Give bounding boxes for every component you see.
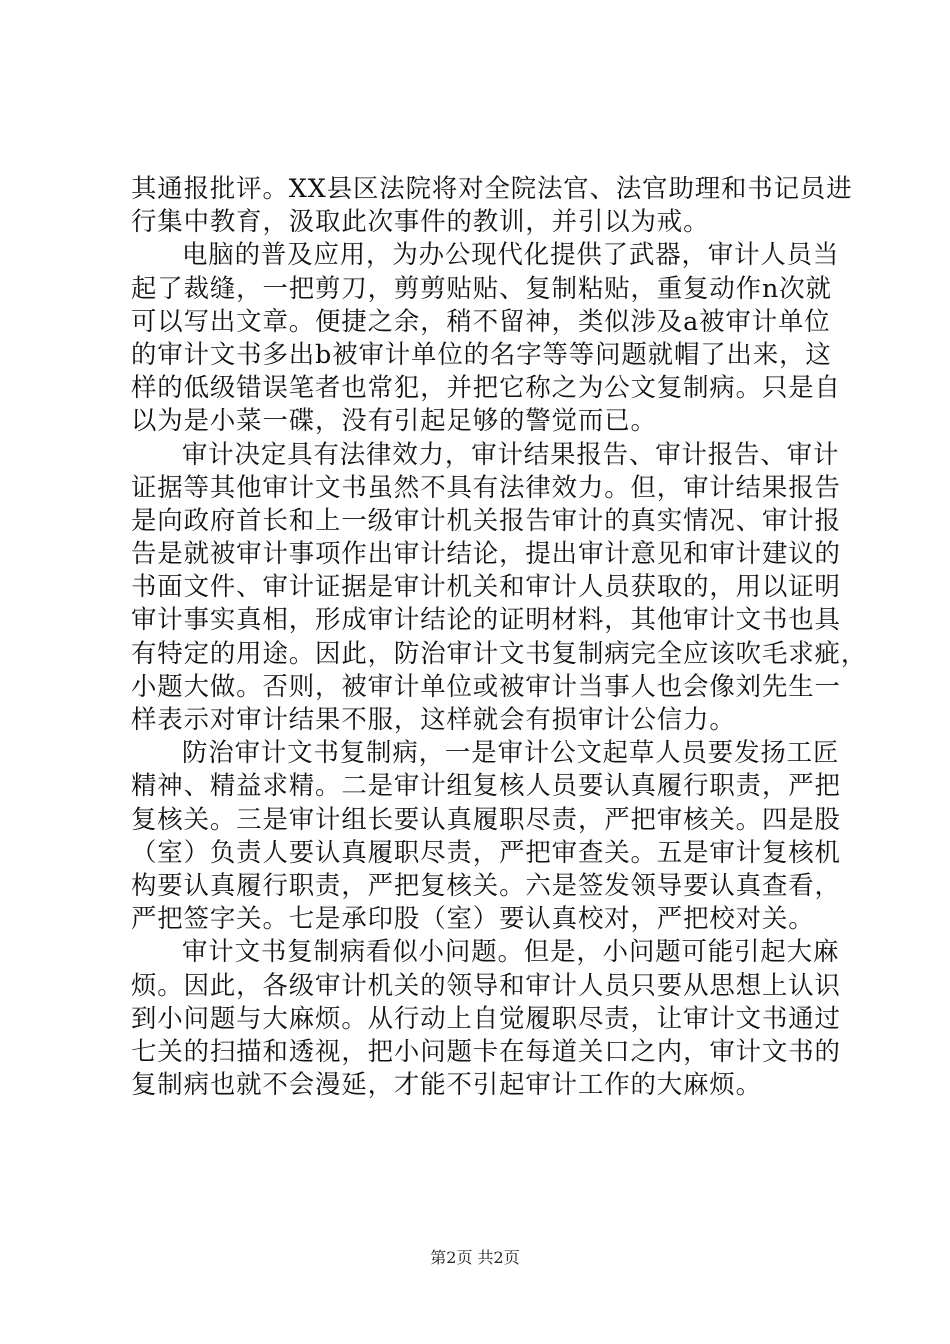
text-line: 精神、精益求精。二是审计组复核人员要认真履行职责，严把: [131, 770, 841, 801]
text-line: 审计决定具有法律效力，审计结果报告、审计报告、审计: [182, 438, 840, 469]
text-line: 其通报批评。XX县区法院将对全院法官、法官助理和书记员进: [131, 173, 853, 203]
text-line: 样的低级错误笔者也常犯，并把它称之为公文复制病。只是自: [131, 372, 841, 403]
text-line: 可以写出文章。便捷之余，稍不留神，类似涉及a被审计单位: [131, 305, 831, 336]
page-footer: 第2页 共2页: [430, 1248, 520, 1267]
text-line: 是向政府首长和上一级审计机关报告审计的真实情况、审计报: [131, 504, 841, 535]
text-line: 以为是小菜一碟，没有引起足够的警觉而已。: [131, 405, 657, 436]
text-line: （室）负责人要认真履职尽责，严把审查关。五是审计复核机: [131, 836, 841, 867]
text-line: 起了裁缝，一把剪刀，剪剪贴贴、复制粘贴，重复动作n次就: [131, 272, 832, 303]
text-line: 复核关。三是审计组长要认真履职尽责，严把审核关。四是股: [131, 803, 841, 834]
text-line: 构要认真履行职责，严把复核关。六是签发领导要认真查看，: [131, 869, 841, 900]
text-line: 到小问题与大麻烦。从行动上自觉履职尽责，让审计文书通过: [131, 1002, 841, 1033]
text-line: 行集中教育，汲取此次事件的教训，并引以为戒。: [131, 206, 710, 237]
text-line: 有特定的用途。因此，防治审计文书复制病完全应该吹毛求疵，: [131, 637, 868, 668]
text-line: 的审计文书多出b被审计单位的名字等等问题就帽了出来，这: [131, 338, 832, 369]
text-line: 书面文件、审计证据是审计机关和审计人员获取的，用以证明: [131, 571, 841, 602]
text-line: 烦。因此，各级审计机关的领导和审计人员只要从思想上认识: [131, 969, 841, 1000]
text-line: 复制病也就不会漫延，才能不引起审计工作的大麻烦。: [131, 1069, 762, 1100]
text-line: 小题大做。否则，被审计单位或被审计当事人也会像刘先生一: [131, 670, 841, 701]
body-text: [131, 172, 868, 1101]
text-line: 防治审计文书复制病，一是审计公文起草人员要发扬工匠: [182, 737, 840, 768]
text-line: 告是就被审计事项作出审计结论，提出审计意见和审计建议的: [131, 538, 841, 569]
text-line: 电脑的普及应用，为办公现代化提供了武器，审计人员当: [182, 239, 840, 270]
text-line: 严把签字关。七是承印股（室）要认真校对，严把校对关。: [131, 903, 815, 934]
text-line: 样表示对审计结果不服，这样就会有损审计公信力。: [131, 704, 736, 734]
text-line: 审计文书复制病看似小问题。但是，小问题可能引起大麻: [182, 936, 840, 967]
text-line: 七关的扫描和透视，把小问题卡在每道关口之内，审计文书的: [131, 1035, 841, 1066]
text-line: 证据等其他审计文书虽然不具有法律效力。但，审计结果报告: [131, 471, 841, 502]
text-line: 审计事实真相，形成审计结论的证明材料，其他审计文书也具: [131, 604, 841, 635]
